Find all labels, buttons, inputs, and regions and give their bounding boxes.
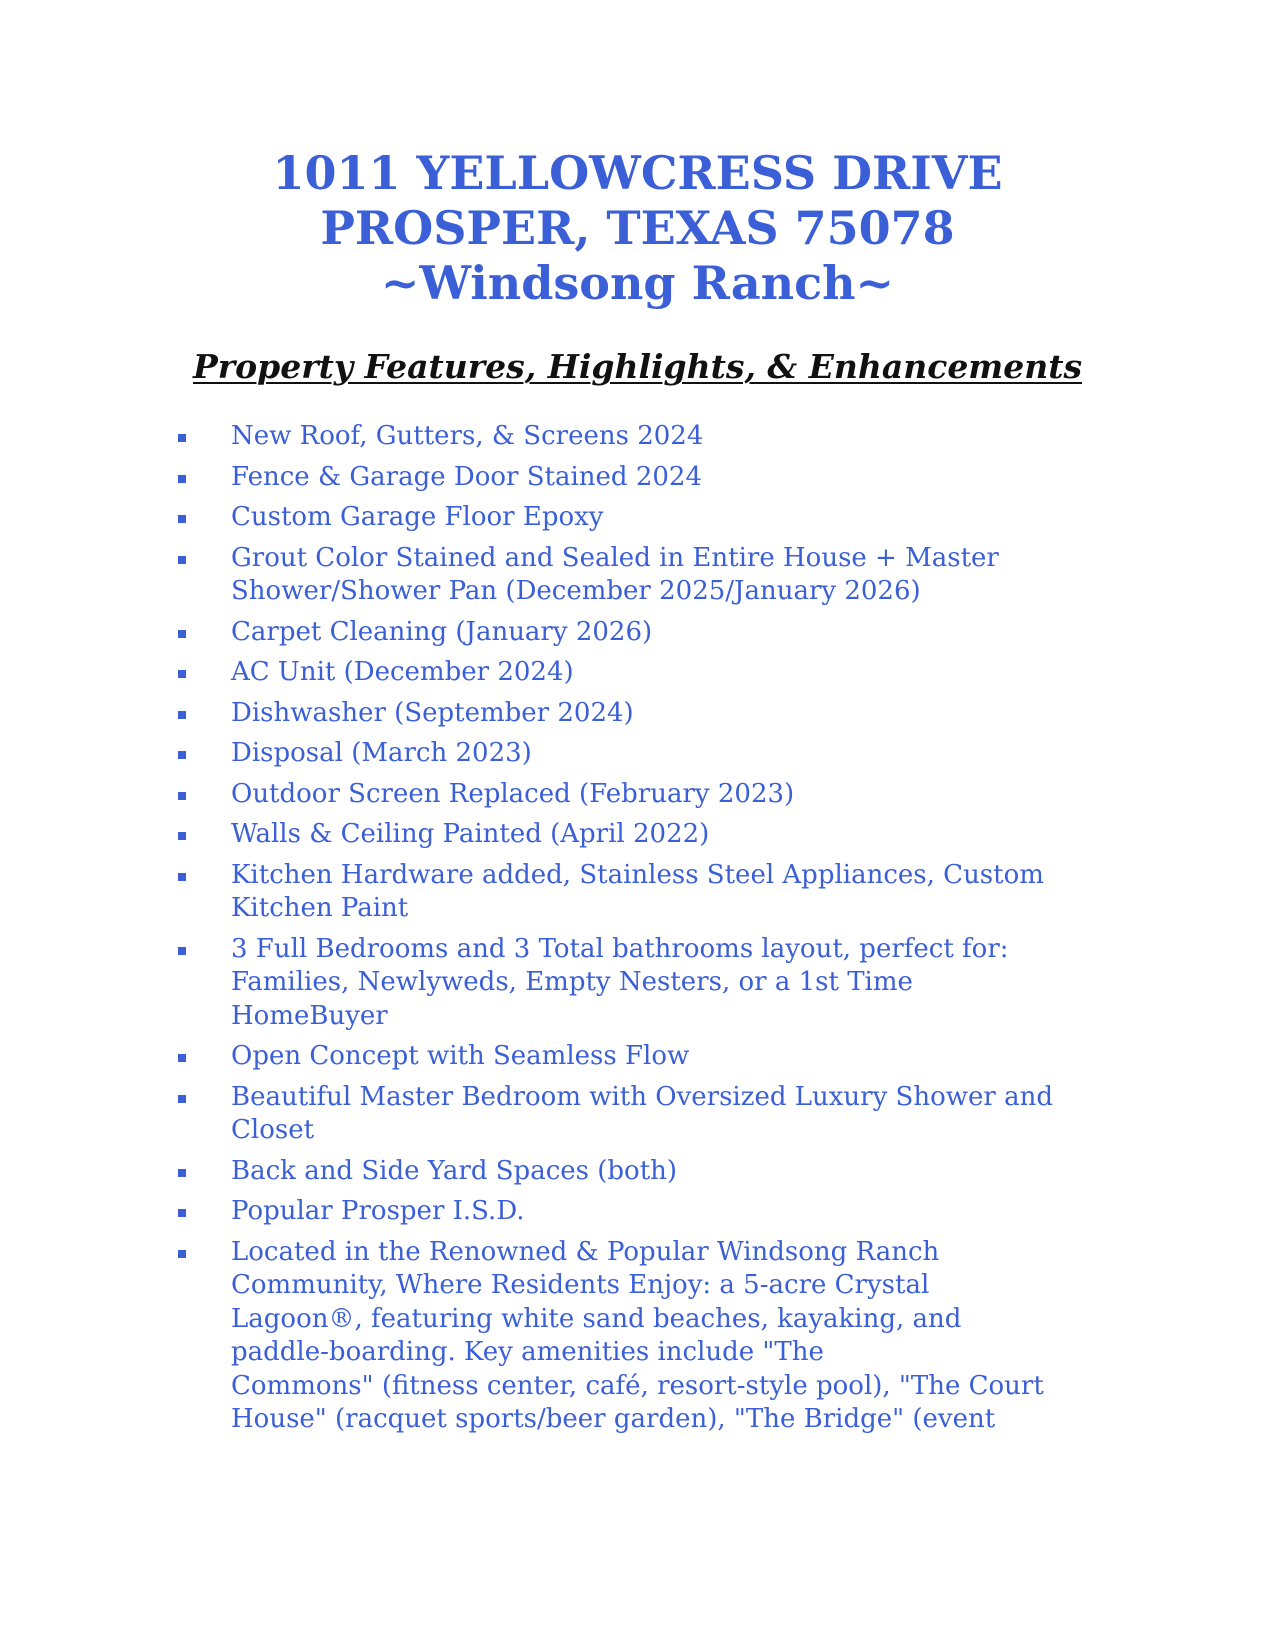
square-bullet-icon (178, 873, 186, 881)
feature-text-line: HomeBuyer (231, 1000, 388, 1031)
feature-text-line: Fence & Garage Door Stained 2024 (231, 461, 702, 492)
feature-item (178, 778, 1178, 812)
feature-item (178, 420, 1178, 454)
feature-text-line: Back and Side Yard Spaces (both) (231, 1155, 678, 1186)
feature-text-line: AC Unit (December 2024) (231, 657, 574, 687)
feature-text-line: Popular Prosper I.S.D. (231, 1196, 525, 1226)
feature-item (178, 737, 1178, 771)
feature-text-line: Disposal (March 2023) (231, 738, 532, 768)
feature-item (178, 1081, 1178, 1148)
feature-item (178, 818, 1178, 852)
feature-item (178, 1236, 1178, 1437)
feature-text-line: Open Concept with Seamless Flow (231, 1041, 690, 1071)
square-bullet-icon (178, 1169, 186, 1177)
square-bullet-icon (178, 1250, 186, 1258)
feature-text-line: Shower/Shower Pan (December 2025/January 2026) (231, 576, 921, 606)
feature-text-line: House" (racquet sports/beer garden), "The Bridge" (event (231, 1404, 996, 1434)
feature-text-line: Kitchen Hardware added, Stainless Steel Appliances, Custom (231, 859, 1044, 890)
feature-text-line: Located in the Renowned & Popular Windsong Ranch (231, 1236, 940, 1267)
feature-text-line: Community, Where Residents Enjoy: a 5-acre Crystal (231, 1270, 930, 1300)
feature-text-line: Commons" (fitness center, café, resort-style pool), "The Court (231, 1370, 1044, 1401)
feature-text-line: Lagoon®, featuring white sand beaches, kayaking, and (231, 1303, 962, 1334)
square-bullet-icon (178, 711, 186, 719)
square-bullet-icon (178, 630, 186, 638)
square-bullet-icon (178, 792, 186, 800)
feature-item (178, 859, 1178, 926)
feature-text-line: Grout Color Stained and Sealed in Entire House + Master (231, 542, 999, 573)
square-bullet-icon (178, 751, 186, 759)
title-street: 1011 YELLOWCRESS DRIVE (272, 146, 1003, 200)
feature-text-line: Dishwasher (September 2024) (231, 697, 634, 728)
feature-item (178, 616, 1178, 650)
feature-text-line: Beautiful Master Bedroom with Oversized Luxury Shower and (231, 1081, 1053, 1112)
feature-item (178, 1195, 1178, 1229)
square-bullet-icon (178, 1054, 186, 1062)
property-address-title (0, 146, 1275, 311)
square-bullet-icon (178, 1209, 186, 1217)
section-heading: Property Features, Highlights, & Enhancements (192, 347, 1083, 386)
feature-item (178, 697, 1178, 731)
feature-text-line: New Roof, Gutters, & Screens 2024 (231, 421, 704, 451)
feature-text-line: Custom Garage Floor Epoxy (231, 502, 604, 532)
feature-text-line: Closet (231, 1115, 315, 1145)
feature-text-line: Outdoor Screen Replaced (February 2023) (231, 778, 795, 809)
feature-item (178, 933, 1178, 1034)
feature-item (178, 461, 1178, 495)
square-bullet-icon (178, 515, 186, 523)
feature-item (178, 656, 1178, 690)
feature-text-line: Walls & Ceiling Painted (April 2022) (231, 819, 710, 849)
square-bullet-icon (178, 670, 186, 678)
feature-text-line: Kitchen Paint (231, 893, 409, 923)
square-bullet-icon (178, 434, 186, 442)
feature-item (178, 1040, 1178, 1074)
square-bullet-icon (178, 475, 186, 483)
square-bullet-icon (178, 1095, 186, 1103)
feature-text-line: Families, Newlyweds, Empty Nesters, or a 1st Time (231, 967, 913, 997)
feature-item (178, 542, 1178, 609)
feature-text-line: paddle-boarding. Key amenities include "The (231, 1337, 824, 1367)
feature-item (178, 1155, 1178, 1189)
title-community: ~Windsong Ranch~ (380, 256, 895, 310)
feature-item (178, 501, 1178, 535)
square-bullet-icon (178, 556, 186, 564)
feature-text-line: 3 Full Bedrooms and 3 Total bathrooms layout, perfect for: (231, 933, 1009, 964)
title-city-state-zip: PROSPER, TEXAS 75078 (320, 201, 955, 255)
square-bullet-icon (178, 947, 186, 955)
feature-list (178, 420, 1178, 1444)
feature-text-line: Carpet Cleaning (January 2026) (231, 616, 653, 647)
square-bullet-icon (178, 832, 186, 840)
